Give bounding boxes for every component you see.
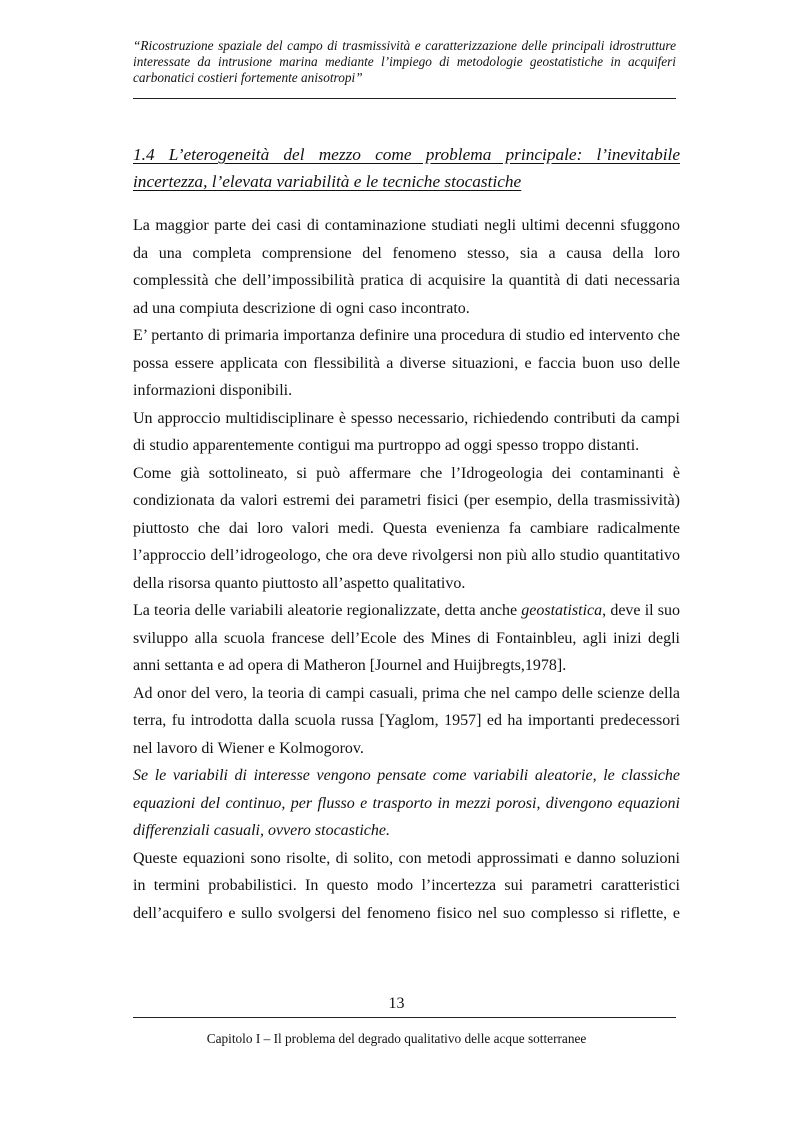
paragraph: Queste equazioni sono risolte, di solito, con metodi approssimati e danno soluzioni in termini probabilistici. In questo modo l’incertezza sui parametri caratteristici dell’acquifero e sullo svolgersi del fenomeno fisico nel suo complesso si riflette, e [133, 849, 680, 922]
running-header: “Ricostruzione spaziale del campo di trasmissività e caratterizzazione delle principali idrostrutture interessate da intrusione marina mediante l’impiego di metodologie geostatistiche in acquiferi carbonatici costieri fortemente anisotropi” [133, 38, 676, 85]
header-divider [133, 98, 676, 99]
paragraph [133, 597, 680, 680]
page-number: 13 [388, 995, 405, 1012]
body-text [133, 212, 680, 927]
paragraph-text: , deve il suo sviluppo alla scuola francese dell’Ecole des Mines di Fontainbleu, agli inizi degli anni settanta e ad opera di Matheron [Journel and Huijbregts,1978]. [133, 602, 680, 674]
paragraph: Un approccio multidisciplinare è spesso necessario, richiedendo contributi da campi di studio apparentemente contigui ma purtroppo ad oggi spesso troppo distanti. [133, 409, 680, 454]
term-geostatistica: geostatistica [521, 602, 603, 619]
section-title: 1.4 L’eterogeneità del mezzo come problema principale: l’inevitabile incertezza, l’elevata variabilità e le tecniche stocastiche [133, 145, 680, 191]
paragraph: La maggior parte dei casi di contaminazione studiati negli ultimi decenni sfuggono da una completa comprensione del fenomeno stesso, sia a causa della loro complessità che dell’impossibilità pratica di acquisire la quantità di dati necessaria ad una compiuta descrizione di ogni caso incontrato. [133, 217, 680, 317]
paragraph: Come già sottolineato, si può affermare che l’Idrogeologia dei contaminanti è condizionata da valori estremi dei parametri fisici (per esempio, della trasmissività) piuttosto che dai loro valori medi. Questa evenienza fa cambiare radicalmente l’approccio dell’idrogeologo, che ora deve rivolgersi non più allo studio quantitativo della risorsa quanto piuttosto all’aspetto qualitativo. [133, 464, 680, 592]
footer-divider [133, 1017, 676, 1018]
paragraph: Ad onor del vero, la teoria di campi casuali, prima che nel campo delle scienze della terra, fu introdotta dalla scuola russa [Yaglom, 1957] ed ha importanti predecessori nel lavoro di Wiener e Kolmogorov. [133, 684, 680, 757]
paragraph: E’ pertanto di primaria importanza definire una procedura di studio ed intervento che possa essere applicata con flessibilità a diverse situazioni, e faccia buon uso delle informazioni disponibili. [133, 327, 680, 399]
italic-paragraph: Se le variabili di interesse vengono pensate come variabili aleatorie, le classiche equazioni del continuo, per flusso e trasporto in mezzi porosi, divengono equazioni differenziali casuali, ovvero stocastiche. [133, 767, 680, 839]
running-footer: Capitolo I – Il problema del degrado qualitativo delle acque sotterranee [206, 1031, 587, 1046]
paragraph-text: La teoria delle variabili aleatorie regionalizzate, detta anche [133, 602, 522, 619]
